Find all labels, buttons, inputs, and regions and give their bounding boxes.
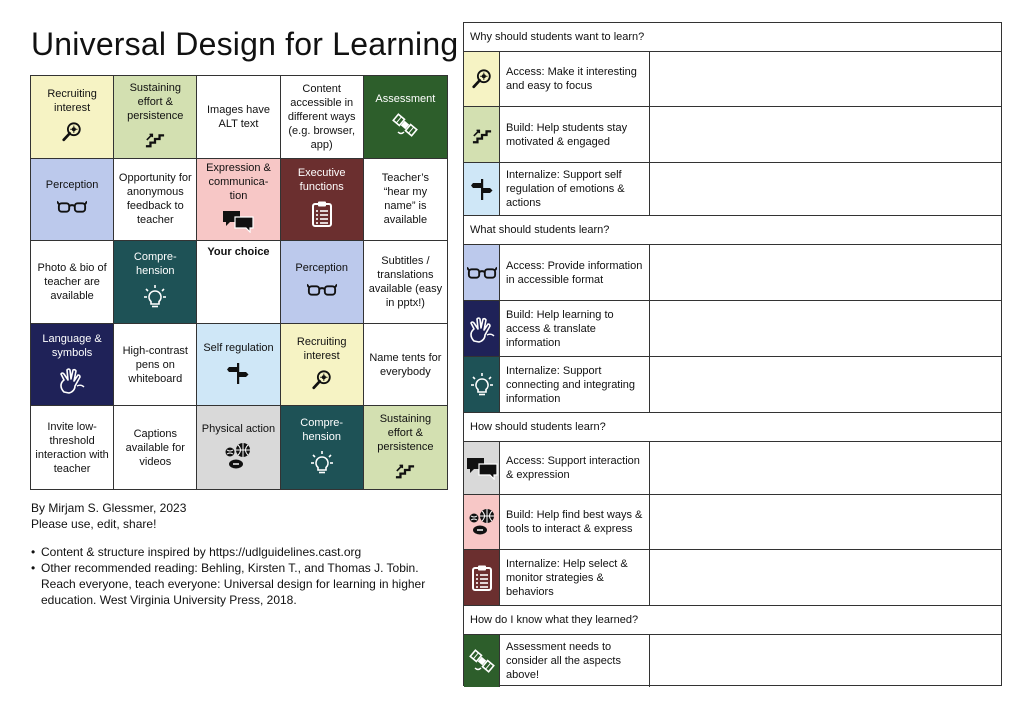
reflection-row-label: Assessment needs to consider all the aspects above! [500,635,650,687]
grid-cell-label: Images have ALT text [207,103,270,130]
reflection-row [464,442,1001,495]
info-block [31,500,441,608]
reflection-row [464,301,1001,357]
udl-bingo-grid [30,75,448,490]
references-list [31,544,441,608]
sign-language-icon [464,301,500,356]
signpost-icon [464,163,500,215]
lightbulb-icon [464,357,500,412]
grid-cell-label: Teacher’s “hear my name” is available [381,172,430,227]
reflection-row [464,52,1001,107]
section-header: What should students learn? [464,216,1001,245]
grid-cell [281,324,364,407]
grid-cell [364,76,447,159]
grid-cell-label: Language & symbols [42,332,102,359]
license-line: Please use, edit, share! [31,517,157,531]
section-header: How do I know what they learned? [464,606,1001,635]
reflection-row [464,635,1001,687]
sports-balls-icon [464,495,500,549]
author-line: By Mirjam S. Glessmer, 2023 [31,501,187,515]
grid-cell [114,159,197,242]
grid-cell-label: Perception [45,179,99,192]
grid-cell-label: Subtitles / translations available (easy in pptx!) [368,254,443,309]
grid-cell [281,159,364,242]
grid-cell [31,406,114,489]
reference-item: • Other recommended reading: Behling, Kirsten T., and Thomas J. Tobin. Reach everyone, teach everyone: Universal design for learning in higher education. West Virginia University Press, 2018. [31,561,426,607]
notes-field[interactable] [650,245,1001,300]
grid-cell [281,76,364,159]
grid-cell-label: High-contrast pens on whiteboard [122,344,188,385]
notes-field[interactable] [650,635,1001,687]
grid-cell-label: Perception [295,261,348,274]
sign-language-icon [58,366,86,398]
grid-cell-label: Photo & bio of teacher are available [37,261,107,302]
grid-cell [364,159,447,242]
notes-field[interactable] [650,163,1001,215]
grid-cell-label: Opportunity for anonymous feedback to teacher [118,172,192,227]
grid-cell [197,76,280,159]
grid-cell [114,324,197,407]
reflection-row [464,163,1001,216]
satellite-icon [464,635,500,687]
glasses-icon [57,198,87,220]
reflection-row-label: Internalize: Support connecting and integrating information [500,357,650,412]
notes-field[interactable] [650,107,1001,162]
glasses-icon [307,281,337,303]
grid-cell [197,241,280,324]
stairs-icon [394,460,416,484]
reflection-row [464,245,1001,301]
grid-cell-label: Recruiting interest [296,335,347,362]
reflection-row-label: Internalize: Support self regulation of emotions & actions [500,163,650,215]
speech-bubbles-icon [464,442,500,494]
glasses-icon [464,245,500,300]
grid-cell-label: Invite low-threshold interaction with teacher [35,420,109,475]
magnifier-icon [464,52,500,106]
notes-field[interactable] [650,495,1001,549]
sports-balls-icon [224,442,252,474]
grid-cell [31,76,114,159]
notes-field[interactable] [650,550,1001,605]
reflection-row-label: Build: Help learning to access & translate information [500,301,650,356]
reflection-row [464,550,1001,606]
reflection-row [464,495,1001,550]
notes-field[interactable] [650,301,1001,356]
satellite-icon [392,112,418,142]
grid-cell-label: Sustaining effort & persistence [377,412,434,453]
clipboard-icon [311,200,333,232]
grid-cell-label: Your choice [207,246,270,259]
grid-cell [364,241,447,324]
magnifier-icon [61,121,83,147]
reflection-row-label: Access: Make it interesting and easy to focus [500,52,650,106]
notes-field[interactable] [650,357,1001,412]
grid-cell-label: Executive functions [297,167,346,194]
grid-cell-label: Expression & communica-tion [206,162,271,203]
reflection-row-label: Internalize: Help select & monitor strategies & behaviors [500,550,650,605]
notes-field[interactable] [650,52,1001,106]
grid-cell-label: Sustaining effort & persistence [127,81,184,122]
grid-cell-label: Self regulation [203,341,274,354]
grid-cell [31,324,114,407]
grid-cell [114,76,197,159]
grid-cell [281,406,364,489]
speech-bubbles-icon [222,209,254,237]
section-header: How should students learn? [464,413,1001,442]
clipboard-icon [464,550,500,605]
grid-cell [114,241,197,324]
grid-cell [197,324,280,407]
grid-cell [364,406,447,489]
grid-cell-label: Content accessible in different ways (e.g. browser, app) [287,82,356,151]
grid-cell-label: Compre-hension [300,416,344,443]
grid-cell-label: Compre-hension [133,250,177,277]
grid-cell [114,406,197,489]
grid-cell [197,406,280,489]
grid-cell [197,159,280,242]
grid-cell [281,241,364,324]
grid-cell-label: Assessment [375,92,436,105]
stairs-icon [144,129,166,153]
reflection-row-label: Build: Help find best ways & tools to interact & express [500,495,650,549]
grid-cell-label: Captions available for videos [125,427,185,468]
grid-cell [31,241,114,324]
lightbulb-icon [310,450,334,480]
grid-cell-label: Physical action [201,422,276,435]
reflection-row [464,107,1001,163]
magnifier-icon [311,369,333,395]
reflection-row-label: Access: Provide information in accessible format [500,245,650,300]
page-title: Universal Design for Learning [31,26,459,62]
grid-cell-label: Name tents for everybody [369,351,442,378]
grid-cell [31,159,114,242]
reflection-row [464,357,1001,413]
udl-reflection-table [463,22,1002,686]
signpost-icon [227,361,249,389]
grid-cell [364,324,447,407]
reflection-row-label: Access: Support interaction & expression [500,442,650,494]
grid-cell-label: Recruiting interest [47,87,97,114]
reflection-row-label: Build: Help students stay motivated & engaged [500,107,650,162]
section-header: Why should students want to learn? [464,23,1001,52]
lightbulb-icon [143,284,167,314]
stairs-icon [464,107,500,162]
reference-item: • Content & structure inspired by https://udlguidelines.cast.org [31,545,362,559]
notes-field[interactable] [650,442,1001,494]
